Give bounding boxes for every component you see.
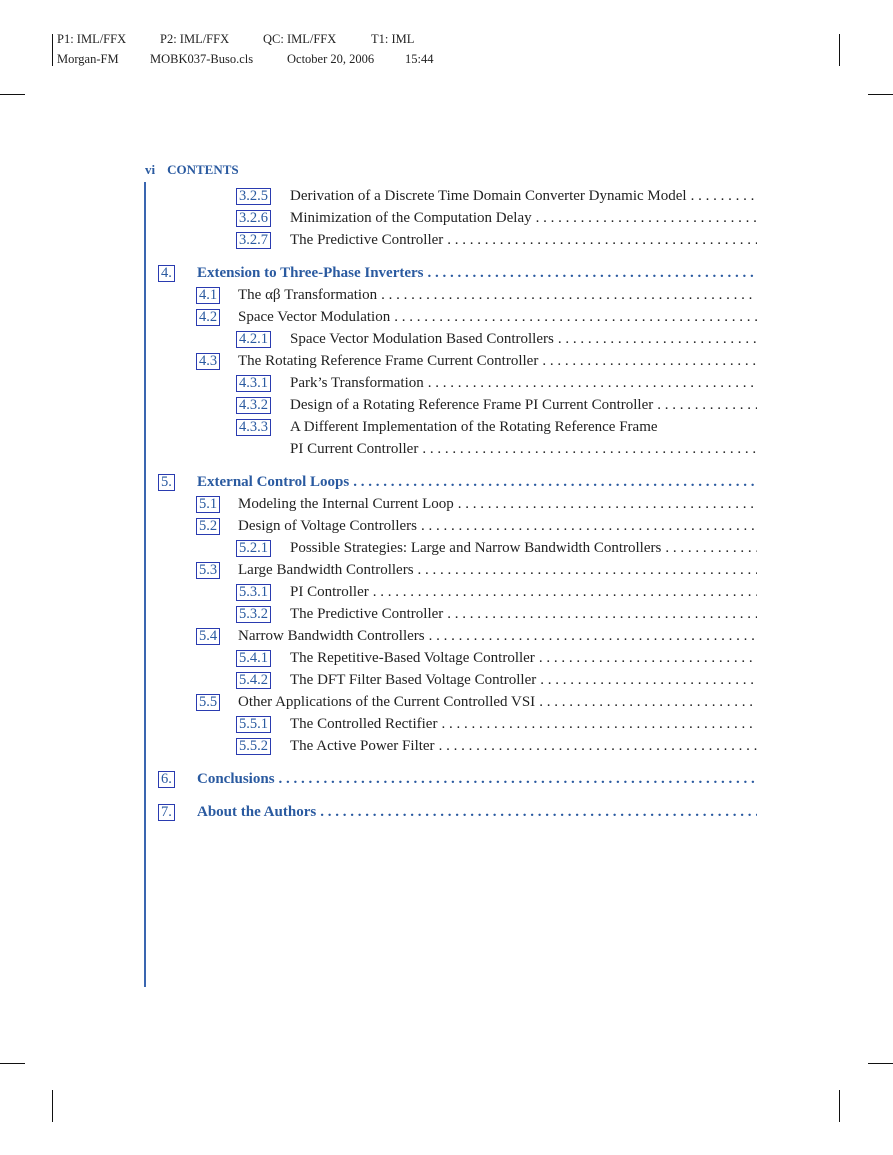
toc-text xyxy=(238,493,757,515)
toc-number-link[interactable]: 6. xyxy=(158,771,175,788)
toc-entry-5-1[interactable] xyxy=(0,493,893,515)
toc-entry-4[interactable] xyxy=(0,262,893,284)
toc-entry-3-2-6[interactable] xyxy=(0,207,893,229)
toc-entry-4-3-3[interactable] xyxy=(0,416,893,438)
toc-text xyxy=(290,372,757,394)
toc-entry-5-2-1[interactable] xyxy=(0,537,893,559)
dot-leader xyxy=(422,438,757,460)
toc-number-link[interactable]: 5.2.1 xyxy=(236,540,271,557)
toc-title: The Repetitive-Based Voltage Controller xyxy=(290,650,535,666)
toc-title: Space Vector Modulation Based Controllers xyxy=(290,331,554,347)
toc-entry-5-5-1[interactable] xyxy=(0,713,893,735)
toc-number-link[interactable]: 5.1 xyxy=(196,496,220,513)
toc-text xyxy=(290,207,757,229)
toc-text xyxy=(290,581,757,603)
toc-number-link[interactable]: 4.3.3 xyxy=(236,419,271,436)
dot-leader xyxy=(320,801,757,823)
toc-number-link[interactable]: 5.2 xyxy=(196,518,220,535)
toc-title: The Rotating Reference Frame Current Controller xyxy=(238,353,539,369)
toc-title: The Predictive Controller xyxy=(290,606,444,622)
toc-text xyxy=(290,328,757,350)
toc-entry-4-3-1[interactable] xyxy=(0,372,893,394)
crop-mark xyxy=(868,1063,893,1064)
toc-number-link[interactable]: 5.4 xyxy=(196,628,220,645)
toc-number-link[interactable]: 5.3.1 xyxy=(236,584,271,601)
toc-entry-5-3[interactable] xyxy=(0,559,893,581)
toc-title: Derivation of a Discrete Time Domain Converter Dynamic Model xyxy=(290,188,687,204)
toc-number-link[interactable]: 5.3.2 xyxy=(236,606,271,623)
crop-mark xyxy=(52,34,53,66)
toc-title: Space Vector Modulation xyxy=(238,309,391,325)
toc-text xyxy=(290,669,757,691)
toc-entry-5-2[interactable] xyxy=(0,515,893,537)
toc-text xyxy=(290,603,757,625)
print-header-5: Morgan-FM xyxy=(57,52,119,66)
dot-leader xyxy=(447,229,757,251)
crop-mark xyxy=(868,94,893,95)
toc-title: A Different Implementation of the Rotating Reference Frame xyxy=(290,419,658,435)
toc-entry-7[interactable] xyxy=(0,801,893,823)
toc-number-link[interactable]: 3.2.6 xyxy=(236,210,271,227)
toc-text xyxy=(238,284,757,306)
toc-title: Narrow Bandwidth Controllers xyxy=(238,628,425,644)
toc-title: Minimization of the Computation Delay xyxy=(290,210,532,226)
toc-title: Park’s Transformation xyxy=(290,375,424,391)
toc-text xyxy=(290,185,757,207)
toc-number-link[interactable]: 5.4.1 xyxy=(236,650,271,667)
dot-leader xyxy=(539,691,757,713)
dot-leader xyxy=(665,537,757,559)
toc-entry-continuation[interactable] xyxy=(0,438,893,460)
dot-leader xyxy=(373,581,757,603)
toc-entry-5-5[interactable] xyxy=(0,691,893,713)
toc-number-link[interactable]: 4.1 xyxy=(196,287,220,304)
toc-entry-4-2[interactable] xyxy=(0,306,893,328)
toc-title: PI Current Controller xyxy=(290,441,419,457)
toc-title: The αβ Transformation xyxy=(238,287,378,303)
toc-entry-5-3-1[interactable] xyxy=(0,581,893,603)
toc-number-link[interactable]: 4.3 xyxy=(196,353,220,370)
toc-text xyxy=(197,801,757,823)
print-header-4: T1: IML xyxy=(371,32,415,46)
dot-leader xyxy=(441,713,757,735)
toc-entry-5-4-1[interactable] xyxy=(0,647,893,669)
page-number: vi xyxy=(145,162,156,177)
dot-leader xyxy=(536,207,757,229)
toc-text xyxy=(238,350,757,372)
toc-entry-4-2-1[interactable] xyxy=(0,328,893,350)
toc-number-link[interactable]: 5.5 xyxy=(196,694,220,711)
crop-mark xyxy=(839,34,840,66)
toc-title: Extension to Three-Phase Inverters xyxy=(197,265,424,281)
dot-leader xyxy=(540,669,757,691)
dot-leader xyxy=(439,735,757,757)
toc-title: The Active Power Filter xyxy=(290,738,435,754)
toc-text xyxy=(238,691,757,713)
toc-title: The Predictive Controller xyxy=(290,232,444,248)
dot-leader xyxy=(558,328,757,350)
dot-leader xyxy=(428,372,757,394)
toc-text xyxy=(238,515,757,537)
toc-text xyxy=(290,735,757,757)
toc-entry-5-5-2[interactable] xyxy=(0,735,893,757)
toc-title: External Control Loops xyxy=(197,474,350,490)
toc-entry-5-4[interactable] xyxy=(0,625,893,647)
toc-title: Modeling the Internal Current Loop xyxy=(238,496,454,512)
toc-number-link[interactable]: 5.4.2 xyxy=(236,672,271,689)
toc-title: Large Bandwidth Controllers xyxy=(238,562,414,578)
dot-leader xyxy=(394,306,757,328)
toc-number-link[interactable]: 5. xyxy=(158,474,175,491)
toc-text xyxy=(290,647,757,669)
toc-entry-4-3[interactable] xyxy=(0,350,893,372)
dot-leader xyxy=(691,185,757,207)
toc-text xyxy=(197,768,757,790)
print-header-3: QC: IML/FFX xyxy=(263,32,337,46)
dot-leader xyxy=(279,768,757,790)
dot-leader xyxy=(418,559,757,581)
dot-leader xyxy=(657,394,757,416)
toc-entry-3-2-5[interactable] xyxy=(0,185,893,207)
dot-leader xyxy=(429,625,757,647)
toc-number-link[interactable]: 4. xyxy=(158,265,175,282)
crop-mark xyxy=(839,1090,840,1122)
toc-text xyxy=(197,471,757,493)
toc-number-link[interactable]: 4.3.1 xyxy=(236,375,271,392)
page-title: CONTENTS xyxy=(167,162,239,177)
toc-number-link[interactable]: 3.2.5 xyxy=(236,188,271,205)
toc-title: Other Applications of the Current Controlled VSI xyxy=(238,694,536,710)
toc-number-link[interactable]: 4.3.2 xyxy=(236,397,271,414)
toc-entry-5-4-2[interactable] xyxy=(0,669,893,691)
toc-text xyxy=(238,306,757,328)
toc-title: Design of a Rotating Reference Frame PI Current Controller xyxy=(290,397,654,413)
running-head xyxy=(145,162,239,178)
print-header-2: P2: IML/FFX xyxy=(160,32,230,46)
dot-leader xyxy=(421,515,757,537)
toc-number-link[interactable]: 4.2.1 xyxy=(236,331,271,348)
toc-number-link[interactable]: 7. xyxy=(158,804,175,821)
crop-mark xyxy=(0,1063,25,1064)
toc-title: PI Controller xyxy=(290,584,369,600)
dot-leader xyxy=(539,647,757,669)
print-header-1: P1: IML/FFX xyxy=(57,32,127,46)
toc-entry-5-3-2[interactable] xyxy=(0,603,893,625)
toc-title: Conclusions xyxy=(197,771,275,787)
toc-text xyxy=(290,394,757,416)
dot-leader xyxy=(542,350,757,372)
toc-title: Design of Voltage Controllers xyxy=(238,518,418,534)
toc-number-link[interactable]: 4.2 xyxy=(196,309,220,326)
toc-text xyxy=(290,537,757,559)
toc-entry-4-3-2[interactable] xyxy=(0,394,893,416)
toc-entry-5[interactable] xyxy=(0,471,893,493)
dot-leader xyxy=(428,262,757,284)
dot-leader xyxy=(353,471,757,493)
toc-title: The DFT Filter Based Voltage Controller xyxy=(290,672,537,688)
toc-number-link[interactable]: 5.5.2 xyxy=(236,738,271,755)
crop-mark xyxy=(52,1090,53,1122)
toc-number-link[interactable]: 5.3 xyxy=(196,562,220,579)
toc-text xyxy=(197,262,757,284)
toc-number-link[interactable]: 3.2.7 xyxy=(236,232,271,249)
toc-entry-6[interactable] xyxy=(0,768,893,790)
toc-title: The Controlled Rectifier xyxy=(290,716,438,732)
crop-mark xyxy=(0,94,25,95)
toc-title: About the Authors xyxy=(197,804,317,820)
dot-leader xyxy=(447,603,757,625)
toc-text xyxy=(238,625,757,647)
toc-entry-4-1[interactable] xyxy=(0,284,893,306)
print-header-8: 15:44 xyxy=(405,52,434,66)
toc-entry-3-2-7[interactable] xyxy=(0,229,893,251)
dot-leader xyxy=(458,493,757,515)
toc-text xyxy=(290,229,757,251)
toc-text xyxy=(238,559,757,581)
print-header-7: October 20, 2006 xyxy=(287,52,375,66)
toc-title: Possible Strategies: Large and Narrow Bandwidth Controllers xyxy=(290,540,662,556)
toc-text xyxy=(290,438,757,460)
dot-leader xyxy=(381,284,757,306)
print-header-6: MOBK037-Buso.cls xyxy=(150,52,254,66)
toc-text xyxy=(290,713,757,735)
toc-number-link[interactable]: 5.5.1 xyxy=(236,716,271,733)
